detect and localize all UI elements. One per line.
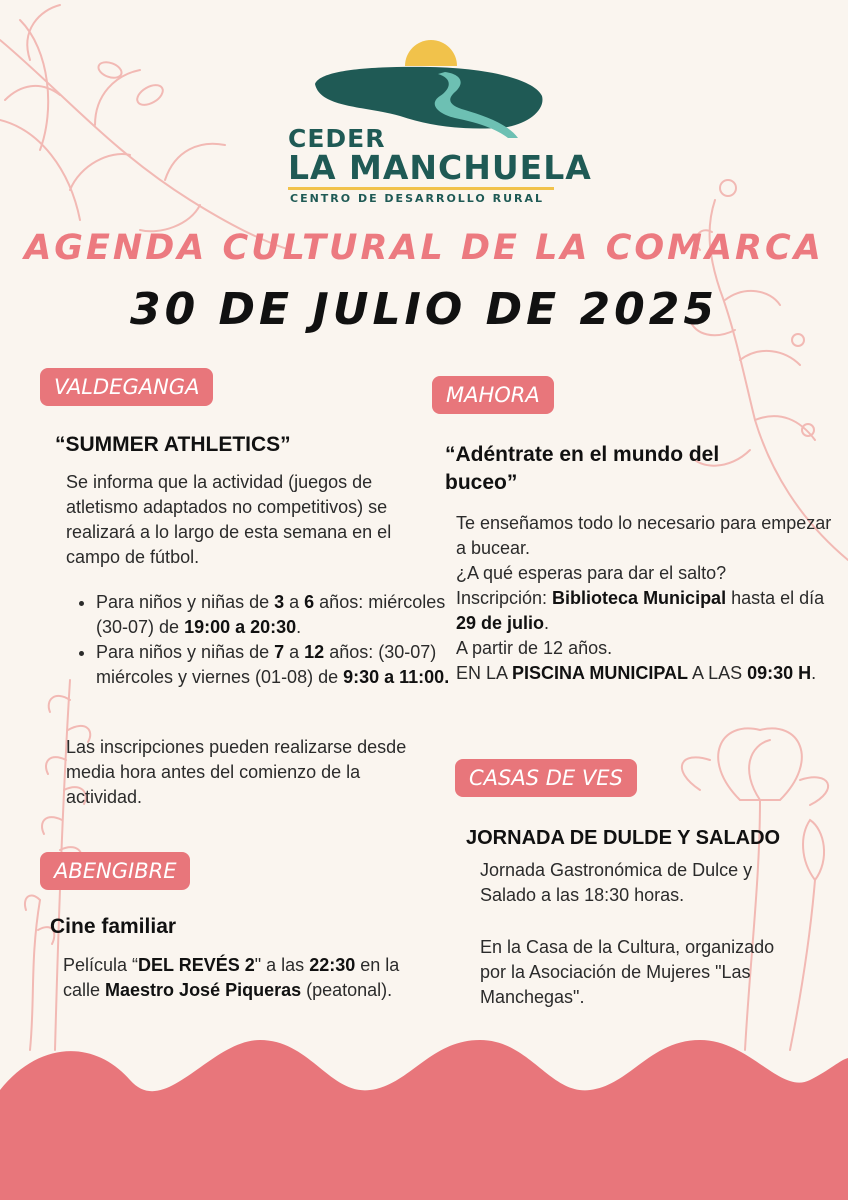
page-title: AGENDA CULTURAL DE LA COMARCA [24,228,824,268]
age-to: 12 [304,642,325,662]
location: PISCINA MUNICIPAL [512,663,689,683]
deadline: 29 de julio [456,613,545,633]
valdeganga-intro: Se informa que la actividad (juegos de atletismo adaptados no competitivos) se realizará a lo largo de esta semana en el campo de fútbol. [66,472,392,567]
abengibre-heading: Cine familiar [50,915,177,938]
list-item-text: a [284,592,305,612]
list-item-text: . [296,617,302,637]
list-item-text: años: (30-07) miércoles y viernes (01-08) de [96,642,437,687]
list-item-text: Para niños y niñas de [96,592,275,612]
event-date: 30 DE JULIO DE 2025 [129,284,719,335]
casas-text-2: En la Casa de la Cultura, organizado por la Asociación de Mujeres "Las Manchegas". [480,937,775,1007]
abengibre-text [63,953,403,1003]
casas-heading: JORNADA DE DULDE Y SALADO [466,827,781,849]
list-item-text: años: miércoles (30-07) de [96,592,446,637]
list-item-text: a [284,642,305,662]
list-item [96,590,454,640]
tag-abengibre: ABENGIBRE [40,852,190,890]
text-part: " a las [254,955,310,975]
text-part: . [544,613,550,633]
text-part: Película “ [63,955,139,975]
mahora-line [456,586,836,636]
valdeganga-schedule-list [66,590,454,690]
logo-subtitle: CENTRO DE DESARROLLO RURAL [290,192,544,205]
time-range: 19:00 a 20:30 [184,617,297,637]
start-time: 09:30 H [747,663,812,683]
street-name: Maestro José Piqueras [105,980,302,1000]
text-part: A LAS [688,663,748,683]
age-from: 3 [274,592,285,612]
mahora-line: Te enseñamos todo lo necesario para empezar a bucear. [456,513,832,558]
logo-divider [288,187,554,190]
tag-casas-de-ves: CASAS DE VES [455,759,637,797]
mahora-text [456,511,836,686]
tag-valdeganga: VALDEGANGA [40,368,213,406]
text-part: . [811,663,817,683]
valdeganga-note: Las inscripciones pueden realizarse desde media hora antes del comienzo de la actividad. [66,737,407,807]
text-part: EN LA [456,663,513,683]
logo-manchuela-text: LA MANCHUELA [288,148,592,187]
bottom-wave-band [0,1040,848,1200]
mahora-heading: “Adéntrate en el mundo del buceo” [445,443,720,494]
age-to: 6 [304,592,315,612]
list-item [96,640,454,690]
text-part: (peatonal). [301,980,393,1000]
logo-ceder-text: CEDER [288,124,386,153]
time-range: 9:30 a 11:00. [343,667,450,687]
venue: Biblioteca Municipal [552,588,727,608]
valdeganga-heading: “SUMMER ATHLETICS” [55,433,291,456]
casas-text-1: Jornada Gastronómica de Dulce y Salado a las 18:30 horas. [480,860,753,905]
mahora-line: ¿A qué esperas para dar el salto? [456,563,727,583]
mahora-line [456,661,836,686]
age-from: 7 [274,642,285,662]
mahora-line: A partir de 12 años. [456,638,613,658]
tag-mahora: MAHORA [432,376,554,414]
ceder-logo [280,36,592,211]
show-time: 22:30 [309,955,356,975]
text-part: en la calle [63,955,400,1000]
list-item-text: Para niños y niñas de [96,642,275,662]
text-part: Inscripción: [456,588,553,608]
movie-title: DEL REVÉS 2 [138,955,255,975]
text-part: hasta el día [726,588,825,608]
